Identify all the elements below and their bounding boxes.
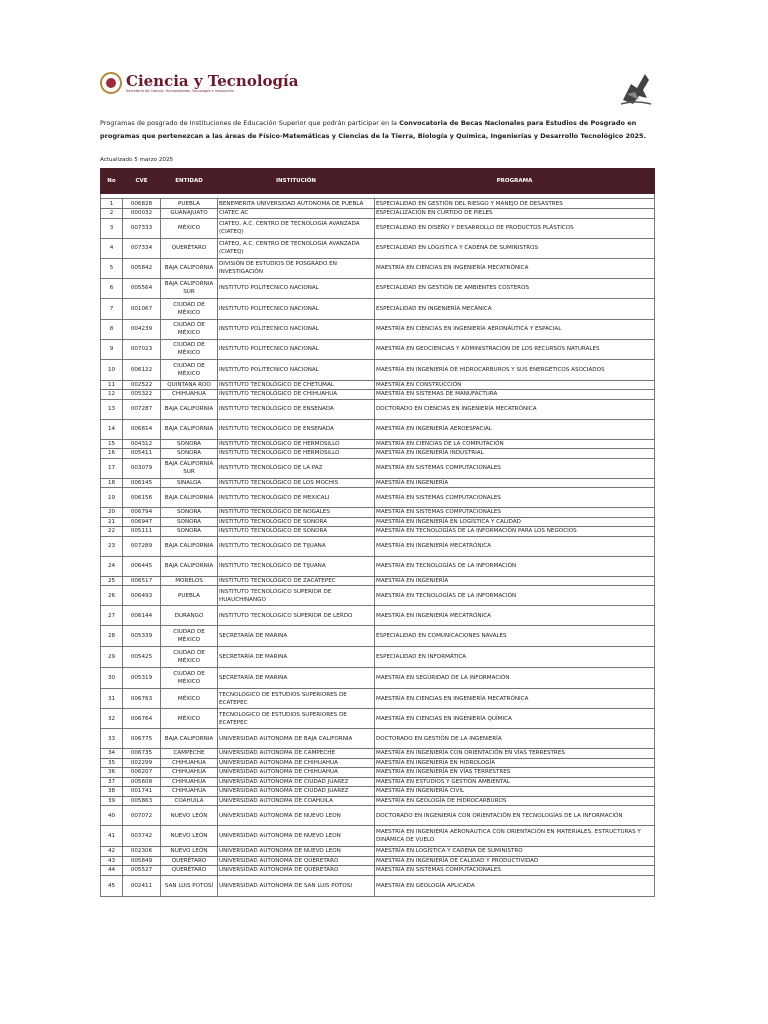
cell-no: 26 (101, 586, 123, 606)
cell-entidad: QUERÉTARO (161, 866, 218, 876)
cell-institucion: INSTITUTO TECNOLÓGICO DE ENSENADA (218, 419, 375, 439)
cell-entidad: SAN LUIS POTOSÍ (161, 875, 218, 896)
cell-programa: MAESTRÍA EN CIENCIAS EN INGENIERÍA QUÍMICA (375, 709, 655, 729)
cell-institucion: CIATEQ, A.C. CENTRO DE TECNOLOGIA AVANZADA (CIATEQ) (218, 238, 375, 258)
cell-entidad: DURANGO (161, 606, 218, 626)
cell-entidad: CHIHUAHUA (161, 787, 218, 797)
table-row (101, 576, 655, 586)
cell-cve: 001741 (123, 787, 161, 797)
cell-no: 39 (101, 796, 123, 806)
cell-cve: 006828 (123, 199, 161, 209)
cell-institucion: INSTITUTO TECNOLÓGICO DE HERMOSILLO (218, 449, 375, 459)
cell-institucion: SECRETARÍA DE MARINA (218, 626, 375, 647)
cell-no: 35 (101, 758, 123, 768)
cell-institucion: INSTITUTO TECNOLÓGICO DE ZACATEPEC (218, 576, 375, 586)
cell-programa: MAESTRÍA EN INGENIERÍA MECATRÓNICA (375, 536, 655, 556)
table-row (101, 689, 655, 709)
table-row (101, 238, 655, 258)
cell-entidad: BAJA CALIFORNIA (161, 419, 218, 439)
cell-no: 10 (101, 359, 123, 380)
cell-entidad: BAJA CALIFORNIA (161, 556, 218, 576)
cell-institucion: INSTITUTO TECNOLÓGICO DE NOGALES (218, 508, 375, 518)
cell-institucion: UNIVERSIDAD AUTONOMA DE CAMPECHE (218, 749, 375, 759)
cell-entidad: CHIHUAHUA (161, 777, 218, 787)
cell-entidad: MÉXICO (161, 689, 218, 709)
cell-programa: ESPECIALIDAD EN INGENIERÍA MECÁNICA (375, 298, 655, 319)
cell-entidad: MÉXICO (161, 218, 218, 238)
table-row (101, 339, 655, 359)
cell-cve: 002411 (123, 875, 161, 896)
cell-cve: 002522 (123, 380, 161, 390)
cell-no: 13 (101, 399, 123, 419)
cell-institucion: INSTITUTO POLITECNICO NACIONAL (218, 359, 375, 380)
cell-institucion: TECNOLOGICO DE ESTUDIOS SUPERIORES DE ECATEPEC (218, 689, 375, 709)
cell-institucion: SECRETARÍA DE MARINA (218, 647, 375, 668)
cell-programa: MAESTRÍA EN CIENCIAS EN INGENIERÍA MECATRÓNICA (375, 258, 655, 278)
cell-cve: 005322 (123, 390, 161, 400)
cell-entidad: CIUDAD DE MÉXICO (161, 298, 218, 319)
cell-cve: 005849 (123, 856, 161, 866)
table-row (101, 556, 655, 576)
cell-programa: MAESTRÍA EN TECNOLOGÍAS DE LA INFORMACIÓN (375, 556, 655, 576)
cell-no: 1 (101, 199, 123, 209)
cell-cve: 003742 (123, 826, 161, 847)
cell-entidad: GUANAJUATO (161, 209, 218, 219)
cell-no: 28 (101, 626, 123, 647)
cell-cve: 005411 (123, 449, 161, 459)
cell-programa: MAESTRÍA EN SISTEMAS COMPUTACIONALES (375, 508, 655, 518)
table-row (101, 527, 655, 537)
cell-no: 29 (101, 647, 123, 668)
table-row (101, 796, 655, 806)
table-row (101, 668, 655, 689)
cell-programa: MAESTRÍA EN SISTEMAS COMPUTACIONALES (375, 488, 655, 508)
cell-cve: 006763 (123, 689, 161, 709)
cell-programa: MAESTRÍA EN GEOCIENCIAS Y ADMINISTRACIÓN DE LOS RECURSOS NATURALES (375, 339, 655, 359)
cell-no: 2 (101, 209, 123, 219)
cell-entidad: NUEVO LEÓN (161, 847, 218, 857)
table-row (101, 488, 655, 508)
programs-table (100, 168, 655, 897)
cell-institucion: INSTITUTO TECNOLÓGICO DE ENSENADA (218, 399, 375, 419)
cell-no: 17 (101, 458, 123, 478)
cell-entidad: CIUDAD DE MÉXICO (161, 647, 218, 668)
table-row (101, 218, 655, 238)
cell-institucion: UNIVERSIDAD AUTONOMA DE QUERETARO (218, 856, 375, 866)
cell-no: 22 (101, 527, 123, 537)
cell-institucion: UNIVERSIDAD AUTONOMA DE SAN LUIS POTOSI (218, 875, 375, 896)
cell-entidad: PUEBLA (161, 199, 218, 209)
table-row (101, 517, 655, 527)
cell-cve: 007023 (123, 339, 161, 359)
cell-institucion: UNIVERSIDAD AUTONOMA DE COAHUILA (218, 796, 375, 806)
cell-programa: ESPECIALIDAD EN LÓGISTICA Y CADENA DE SUMINISTROS (375, 238, 655, 258)
cell-no: 8 (101, 319, 123, 339)
table-row (101, 768, 655, 778)
cell-cve: 006947 (123, 517, 161, 527)
cell-no: 43 (101, 856, 123, 866)
cell-cve: 006145 (123, 478, 161, 488)
cell-programa: MAESTRÍA EN INGENIERÍA INDUSTRIAL (375, 449, 655, 459)
cell-institucion: UNIVERSIDAD AUTONOMA DE NUEVO LEON (218, 826, 375, 847)
cell-programa: DOCTORADO EN GESTIÓN DE LA INGENIERÍA (375, 729, 655, 749)
cell-programa: MAESTRÍA EN INGENIERÍA DE CALIDAD Y PRODUCTIVIDAD (375, 856, 655, 866)
table-row (101, 439, 655, 449)
cell-institucion: INSTITUTO TECNOLÓGICO SUPERIOR DE HUAUCHINANGO (218, 586, 375, 606)
table-row (101, 278, 655, 298)
cell-cve: 006493 (123, 586, 161, 606)
cell-cve: 002299 (123, 758, 161, 768)
cell-no: 32 (101, 709, 123, 729)
table-row (101, 749, 655, 759)
table-body (101, 194, 655, 897)
cell-entidad: SONORA (161, 449, 218, 459)
cell-cve: 004239 (123, 319, 161, 339)
cell-institucion: INSTITUTO TECNOLÓGICO DE SONORA (218, 527, 375, 537)
cell-cve: 005319 (123, 668, 161, 689)
cell-cve: 006735 (123, 749, 161, 759)
cell-programa: MAESTRÍA EN CIENCIAS EN INGENIERÍA MECATRÓNICA (375, 689, 655, 709)
cell-programa: ESPECIALIZACIÓN EN CURTIDO DE PIELES (375, 209, 655, 219)
cell-entidad: SONORA (161, 517, 218, 527)
cell-entidad: CIUDAD DE MÉXICO (161, 668, 218, 689)
cell-programa: DOCTORADO EN INGENIERÍA CON ORIENTACIÓN EN TECNOLOGÍAS DE LA INFORMACIÓN (375, 806, 655, 826)
cell-cve: 006794 (123, 508, 161, 518)
column-header-no: No (101, 169, 123, 194)
cell-no: 21 (101, 517, 123, 527)
cell-no: 12 (101, 390, 123, 400)
cell-entidad: QUERÉTARO (161, 238, 218, 258)
cell-programa: MAESTRÍA EN INGENIERÍA AEROESPACIAL (375, 419, 655, 439)
page-header (100, 70, 655, 112)
cell-entidad: BAJA CALIFORNIA SUR (161, 278, 218, 298)
cell-programa: MAESTRÍA EN SEGURIDAD DE LA INFORMACIÓN (375, 668, 655, 689)
table-row (101, 729, 655, 749)
table-row (101, 319, 655, 339)
cell-entidad: BAJA CALIFORNIA (161, 488, 218, 508)
cell-no: 27 (101, 606, 123, 626)
cell-programa: MAESTRÍA EN GEOLOGÍA APLICADA (375, 875, 655, 896)
cell-entidad: BAJA CALIFORNIA (161, 536, 218, 556)
updated-date: Actualizado 5 marzo 2025 (100, 157, 174, 163)
cell-no: 33 (101, 729, 123, 749)
table-row (101, 606, 655, 626)
cell-entidad: MORELOS (161, 576, 218, 586)
cell-programa: MAESTRÍA EN ESTUDIOS Y GESTIÓN AMBIENTAL (375, 777, 655, 787)
cell-cve: 007333 (123, 218, 161, 238)
table-row (101, 826, 655, 847)
cell-cve: 005339 (123, 626, 161, 647)
cell-institucion: UNIVERSIDAD AUTONOMA DE CIUDAD JUAREZ (218, 787, 375, 797)
cell-cve: 006156 (123, 488, 161, 508)
cell-institucion: INSTITUTO TECNOLOGICO SUPERIOR DE LERDO (218, 606, 375, 626)
cell-entidad: CHIHUAHUA (161, 758, 218, 768)
cell-cve: 006764 (123, 709, 161, 729)
cell-entidad: QUINTANA ROO (161, 380, 218, 390)
cell-no: 23 (101, 536, 123, 556)
cell-entidad: CIUDAD DE MÉXICO (161, 319, 218, 339)
cell-programa: MAESTRÍA EN INGENIERÍA EN VÍAS TERRESTRES (375, 768, 655, 778)
cell-no: 36 (101, 768, 123, 778)
cell-institucion: INSTITUTO POLITECNICO NACIONAL (218, 298, 375, 319)
cell-entidad: CIUDAD DE MÉXICO (161, 626, 218, 647)
cell-programa: MAESTRÍA EN SISTEMAS COMPUTACIONALES (375, 458, 655, 478)
cell-entidad: SINALOA (161, 478, 218, 488)
cell-programa: MAESTRÍA EN INGENIERÍA AERONÁUTICA CON ORIENTACIÓN EN MATERIALES, ESTRUCTURAS Y DINÁMICA DE VUELO (375, 826, 655, 847)
cell-institucion: TECNOLOGICO DE ESTUDIOS SUPERIORES DE ECATEPEC (218, 709, 375, 729)
cell-entidad: CAMPECHE (161, 749, 218, 759)
cell-no: 3 (101, 218, 123, 238)
cell-no: 25 (101, 576, 123, 586)
cell-entidad: NUEVO LEÓN (161, 806, 218, 826)
cell-cve: 005842 (123, 258, 161, 278)
cell-cve: 007287 (123, 399, 161, 419)
cell-institucion: INSTITUTO POLITECNICO NACIONAL (218, 339, 375, 359)
cell-programa: MAESTRÍA EN CIENCIAS EN INGENIERÍA AERONÁUTICA Y ESPACIAL (375, 319, 655, 339)
cell-programa: MAESTRÍA EN TECNOLOGÍAS DE LA INFORMACIÓN (375, 586, 655, 606)
cell-institucion: INSTITUTO TECNOLÓGICO DE HERMOSILLO (218, 439, 375, 449)
cell-institucion: CIATEC AC (218, 209, 375, 219)
cell-cve: 006814 (123, 419, 161, 439)
cell-cve: 006207 (123, 768, 161, 778)
cell-cve: 002306 (123, 847, 161, 857)
cell-programa: MAESTRÍA EN TECNOLOGÍAS DE LA INFORMACIÓN PARA LOS NEGOCIOS (375, 527, 655, 537)
cell-institucion: INSTITUTO TECNOLÓGICO DE MEXICALI (218, 488, 375, 508)
table-header-row (101, 169, 655, 194)
cell-no: 5 (101, 258, 123, 278)
cell-institucion: INSTITUTO POLITECNICO NACIONAL (218, 278, 375, 298)
cell-programa: MAESTRÍA EN INGENIERÍA (375, 478, 655, 488)
cell-institucion: INSTITUTO TECNOLÓGICO DE LA PAZ (218, 458, 375, 478)
cell-cve: 007334 (123, 238, 161, 258)
cell-no: 15 (101, 439, 123, 449)
table-row (101, 709, 655, 729)
cell-no: 37 (101, 777, 123, 787)
cell-cve: 005111 (123, 527, 161, 537)
cell-entidad: BAJA CALIFORNIA (161, 399, 218, 419)
cell-programa: ESPECIALIDAD EN GESTIÓN DE AMBIENTES COSTEROS (375, 278, 655, 298)
cell-programa: MAESTRÍA EN CONSTRUCCIÓN (375, 380, 655, 390)
table-row (101, 359, 655, 380)
cell-programa: MAESTRÍA EN INGENIERÍA (375, 576, 655, 586)
table-row (101, 508, 655, 518)
cell-cve: 007289 (123, 536, 161, 556)
cell-cve: 007072 (123, 806, 161, 826)
table-row (101, 209, 655, 219)
cell-institucion: INSTITUTO TECNOLÓGICO DE TIJUANA (218, 536, 375, 556)
cell-institucion: INSTITUTO TECNOLÓGICO DE CHETUMAL (218, 380, 375, 390)
table-row (101, 199, 655, 209)
cell-cve: 006122 (123, 359, 161, 380)
table-row (101, 419, 655, 439)
cell-programa: MAESTRÍA EN GEOLOGÍA DE HIDROCARBUROS (375, 796, 655, 806)
cell-institucion: UNIVERSIDAD AUTONOMA DE CHIHUAHUA (218, 758, 375, 768)
cell-programa: MAESTRÍA EN INGENIERÍA EN HIDROLOGÍA (375, 758, 655, 768)
cell-entidad: SONORA (161, 439, 218, 449)
cell-no: 18 (101, 478, 123, 488)
table-row (101, 847, 655, 857)
cell-institucion: DIVISIÓN DE ESTUDIOS DE POSGRADO EN INVESTIGACIÓN (218, 258, 375, 278)
cell-no: 31 (101, 689, 123, 709)
cell-programa: MAESTRÍA EN INGENIERÍA DE HIDROCARBUROS Y SUS ENERGÉTICOS ASOCIADOS (375, 359, 655, 380)
cell-cve: 005425 (123, 647, 161, 668)
cell-cve: 006517 (123, 576, 161, 586)
cell-entidad: BAJA CALIFORNIA (161, 729, 218, 749)
table-row (101, 390, 655, 400)
cell-entidad: CHIHUAHUA (161, 768, 218, 778)
cell-no: 20 (101, 508, 123, 518)
cell-programa: MAESTRÍA EN INGENIERÍA CIVIL (375, 787, 655, 797)
cell-cve: 006775 (123, 729, 161, 749)
cell-no: 30 (101, 668, 123, 689)
cell-programa: MAESTRÍA EN INGENIERÍA CON ORIENTACIÓN EN VÍAS TERRESTRES (375, 749, 655, 759)
cell-cve: 005564 (123, 278, 161, 298)
government-seal-icon (100, 72, 122, 94)
cell-no: 14 (101, 419, 123, 439)
cell-no: 24 (101, 556, 123, 576)
table-row (101, 586, 655, 606)
cell-entidad: SONORA (161, 508, 218, 518)
cell-cve: 004312 (123, 439, 161, 449)
ciencia-tecnologia-logo (100, 72, 298, 94)
cell-entidad: CIUDAD DE MÉXICO (161, 339, 218, 359)
cell-entidad: CIUDAD DE MÉXICO (161, 359, 218, 380)
cell-no: 6 (101, 278, 123, 298)
cell-institucion: UNIVERSIDAD AUTONOMA DE QUERETARO (218, 866, 375, 876)
column-header-cve: CVE (123, 169, 161, 194)
table-row (101, 787, 655, 797)
cell-entidad: COAHUILA (161, 796, 218, 806)
cell-cve: 006445 (123, 556, 161, 576)
table-row (101, 298, 655, 319)
cell-no: 16 (101, 449, 123, 459)
cell-entidad: BAJA CALIFORNIA SUR (161, 458, 218, 478)
cell-no: 9 (101, 339, 123, 359)
logo-subtitle: Secretaría de Ciencia, Humanidades, Tecnología e Innovación (126, 88, 234, 93)
table-row (101, 806, 655, 826)
cell-programa: ESPECIALIDAD EN COMUNICACIONES NAVALES (375, 626, 655, 647)
cell-institucion: SECRETARÍA DE MARINA (218, 668, 375, 689)
cell-no: 11 (101, 380, 123, 390)
cell-programa: DOCTORADO EN CIENCIAS EN INGENIERÍA MECATRÓNICA (375, 399, 655, 419)
cell-entidad: NUEVO LEÓN (161, 826, 218, 847)
cell-programa: MAESTRÍA EN INGENIERÍA EN LOGÍSTICA Y CALIDAD (375, 517, 655, 527)
cell-programa: MAESTRÍA EN SISTEMAS DE MANUFACTURA (375, 390, 655, 400)
cell-programa: MAESTRÍA EN INGENIERÍA MECATRÓNICA (375, 606, 655, 626)
table-row (101, 458, 655, 478)
cell-institucion: INSTITUTO TECNOLÓGICO DE SONORA (218, 517, 375, 527)
cell-entidad: SONORA (161, 527, 218, 537)
cell-cve: 000032 (123, 209, 161, 219)
table-row (101, 626, 655, 647)
cell-entidad: BAJA CALIFORNIA (161, 258, 218, 278)
cell-institucion: UNIVERSIDAD AUTONOMA DE CHIHUAHUA (218, 768, 375, 778)
table-row (101, 777, 655, 787)
cell-programa: ESPECIALIDAD EN GESTIÓN DEL RIESGO Y MANEJO DE DESASTRES (375, 199, 655, 209)
logo-title: Ciencia y Tecnología (126, 71, 299, 90)
cell-no: 44 (101, 866, 123, 876)
cell-institucion: BENEMERITA UNIVERSIDAD AUTONOMA DE PUEBLA (218, 199, 375, 209)
column-header-entidad: ENTIDAD (161, 169, 218, 194)
cell-entidad: QUERÉTARO (161, 856, 218, 866)
cell-institucion: UNIVERSIDAD AUTONOMA DE BAJA CALIFORNIA (218, 729, 375, 749)
cell-programa: MAESTRÍA EN SISTEMAS COMPUTACIONALES (375, 866, 655, 876)
table-row (101, 758, 655, 768)
cell-cve: 005863 (123, 796, 161, 806)
cell-cve: 005527 (123, 866, 161, 876)
cell-entidad: MÉXICO (161, 709, 218, 729)
table-row (101, 258, 655, 278)
cell-institucion: INSTITUTO POLITECNICO NACIONAL (218, 319, 375, 339)
column-header-institucion: INSTITUCIÓN (218, 169, 375, 194)
table-row (101, 399, 655, 419)
table-row (101, 478, 655, 488)
cell-programa: ESPECIALIDAD EN DISEÑO Y DESARROLLO DE PRODUCTOS PLÁSTICOS (375, 218, 655, 238)
column-header-programa: PROGRAMA (375, 169, 655, 194)
cell-institucion: UNIVERSIDAD AUTONOMA DE NUEVO LEON (218, 847, 375, 857)
cell-cve: 005608 (123, 777, 161, 787)
table-row (101, 866, 655, 876)
cell-institucion: CIATEQ, A.C. CENTRO DE TECNOLOGIA AVANZADA (CIATEQ) (218, 218, 375, 238)
table-row (101, 449, 655, 459)
table-row (101, 875, 655, 896)
cell-no: 38 (101, 787, 123, 797)
cell-no: 34 (101, 749, 123, 759)
cell-no: 19 (101, 488, 123, 508)
cell-entidad: PUEBLA (161, 586, 218, 606)
cell-programa: ESPECIALIDAD EN INFORMÁTICA (375, 647, 655, 668)
intro-paragraph (100, 117, 660, 143)
cell-programa: MAESTRÍA EN CIENCIAS DE LA COMPUTACIÓN (375, 439, 655, 449)
cell-institucion: INSTITUTO TECNOLÓGICO DE TIJUANA (218, 556, 375, 576)
table-row (101, 856, 655, 866)
eagle-emblem-icon (617, 70, 653, 108)
cell-no: 45 (101, 875, 123, 896)
cell-institucion: UNIVERSIDAD AUTONOMA DE CIUDAD JUAREZ (218, 777, 375, 787)
intro-text: Programas de posgrado de Instituciones de Educación Superior que podrán participar en la (100, 119, 400, 127)
cell-institucion: UNIVERSIDAD AUTONOMA DE NUEVO LEON (218, 806, 375, 826)
cell-cve: 001067 (123, 298, 161, 319)
table-row (101, 380, 655, 390)
cell-institucion: INSTITUTO TECNOLÓGICO DE LOS MOCHIS (218, 478, 375, 488)
intro-bold-text: Convocatoria de Becas Nacionales para Estudios de Posgrado en programas que pertenezcan a las áreas de Físico-Matemáticas y Ciencias de la Tierra, Biología y Química, Ingenierías y Desarrollo Tecnológico 2025. (100, 119, 647, 140)
cell-cve: 006144 (123, 606, 161, 626)
table-row (101, 536, 655, 556)
cell-entidad: CHIHUAHUA (161, 390, 218, 400)
cell-no: 7 (101, 298, 123, 319)
cell-no: 42 (101, 847, 123, 857)
cell-no: 4 (101, 238, 123, 258)
cell-institucion: INSTITUTO TECNOLÓGICO DE CHIHUAHUA (218, 390, 375, 400)
cell-no: 40 (101, 806, 123, 826)
cell-programa: MAESTRÍA EN LOGÍSTICA Y CADENA DE SUMINISTRO (375, 847, 655, 857)
cell-no: 41 (101, 826, 123, 847)
cell-cve: 003079 (123, 458, 161, 478)
table-row (101, 647, 655, 668)
